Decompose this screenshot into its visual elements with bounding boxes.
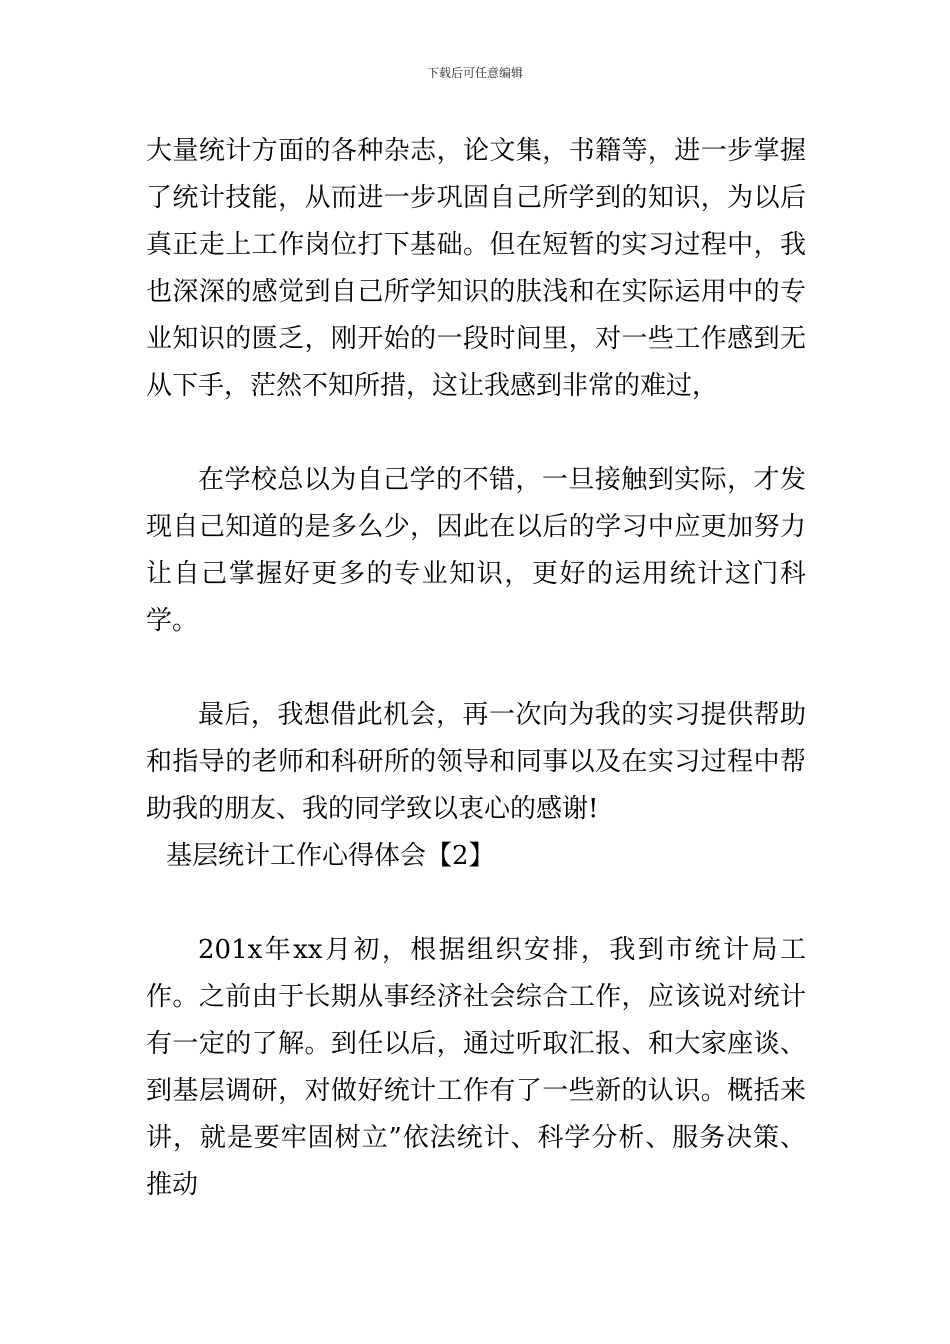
paragraph-section-two: 201x年xx月初，根据组织安排，我到市统计局工作。之前由于长期从事经济社会综合工作，应该说对统计有一定的了解。到任以后，通过听取汇报、和大家座谈、到基层调研，对做好统计工作有了一些新的认识。概括来讲，就是要牢固树立”依法统计、科学分析、服务决策、推动 <box>146 935 806 1200</box>
page-header: 下载后可任意编辑 <box>426 66 523 80</box>
paragraph-continued: 大量统计方面的各种杂志，论文集，书籍等，进一步掌握了统计技能，从而进一步巩固自己所学到的知识，为以后真正走上工作岗位打下基础。但在短暂的实习过程中，我也深深的感觉到自己所学知识的肤浅和在实际运用中的专业知识的匮乏，刚开始的一段时间里，对一些工作感到无从下手，茫然不知所措，这让我感到非常的难过， <box>146 136 806 401</box>
section-heading: 基层统计工作心得体会【2】 <box>166 841 495 871</box>
paragraph-thanks: 最后，我想借此机会，再一次向为我的实习提供帮助和指导的老师和科研所的领导和同事以及在实习过程中帮助我的朋友、我的同学致以衷心的感谢! <box>146 700 806 824</box>
document-body <box>146 128 806 1209</box>
paragraph-school: 在学校总以为自己学的不错，一旦接触到实际，才发现自己知道的是多么少，因此在以后的学习中应更加努力让自己掌握好更多的专业知识，更好的运用统计这门科学。 <box>146 465 806 636</box>
